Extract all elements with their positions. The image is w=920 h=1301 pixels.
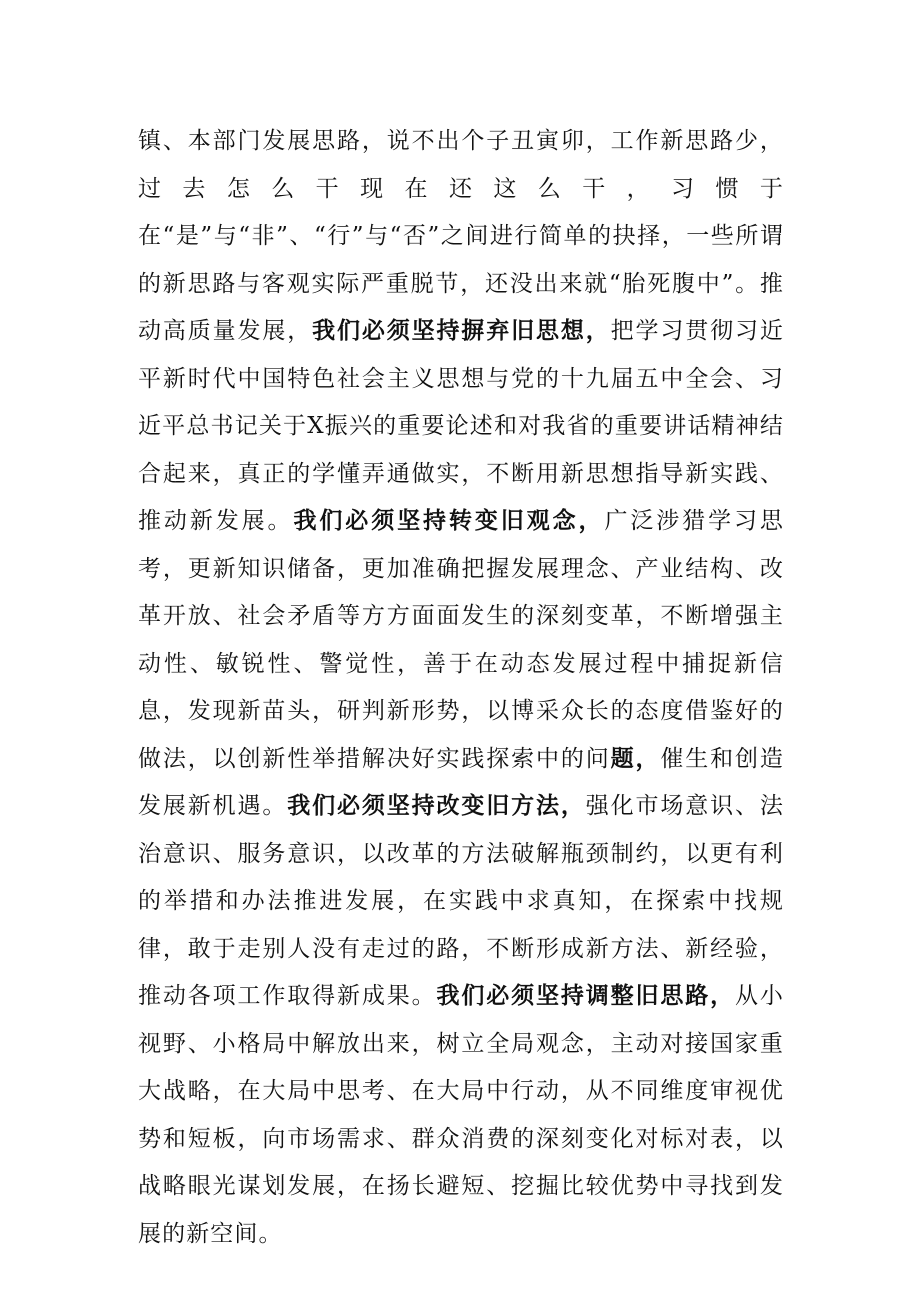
bold-text-segment: 题，	[610, 745, 661, 772]
bold-heading-segment: 我们必须坚持转变旧观念，	[293, 508, 605, 534]
bold-heading-segment: 我们必须坚持摒弃旧思想，	[312, 318, 611, 344]
text-segment: 催生和创造发展新机遇。	[138, 745, 785, 819]
body-paragraph	[138, 118, 784, 1258]
bold-heading-segment: 我们必须坚持改变旧方法，	[287, 793, 586, 819]
text-segment: 从小视野、小格局中解放出来，树立全局观念，主动对接国家重大战略，在大局中思考、在大局中行动，从不同维度审视优势和短板，向市场需求、群众消费的深刻变化对标对表，以战略眼光谋划发展，在扬长避短、挖掘比较优势中寻找到发展的新空间。	[138, 983, 785, 1247]
bold-heading-segment: 我们必须坚持调整旧思路，	[436, 983, 736, 1009]
text-segment: 把学习贯彻习近平新时代中国特色社会主义思想与党的十九届五中全会、习近平总书记关于X振兴的重要论述和对我省的重要讲话精神结合起来，真正的学懂弄通做实，不断用新思想指导新实践、推动新发展。	[138, 318, 785, 534]
text-segment: 强化市场意识、法治意识、服务意识，以改革的方法破解瓶颈制约，以更有利的举措和办法推进发展，在实践中求真知，在探索中找规律，敢于走别人没有走过的路，不断形成新方法、新经验，推动各项工作取得新成果。	[138, 793, 784, 1009]
text-segment: 镇、本部门发展思路，说不出个子丑寅卯，工作新思路少，过去怎么干现在还这么干，习惯于在“是”与“非”、“行”与“否”之间进行简单的抉择，一些所谓的新思路与客观实际严重脱节，还没出来就“胎死腹中”。推动高质量发展，	[138, 128, 784, 344]
text-segment: 广泛涉猎学习思考，更新知识储备，更加准确把握发展理念、产业结构、改革开放、社会矛盾等方方面面发生的深刻变革，不断增强主动性、敏锐性、警觉性，善于在动态发展过程中捕捉新信息，发现新苗头，研判新形势，以博采众长的态度借鉴好的做法，以创新性举措解决好实践探索中的问	[138, 508, 785, 772]
